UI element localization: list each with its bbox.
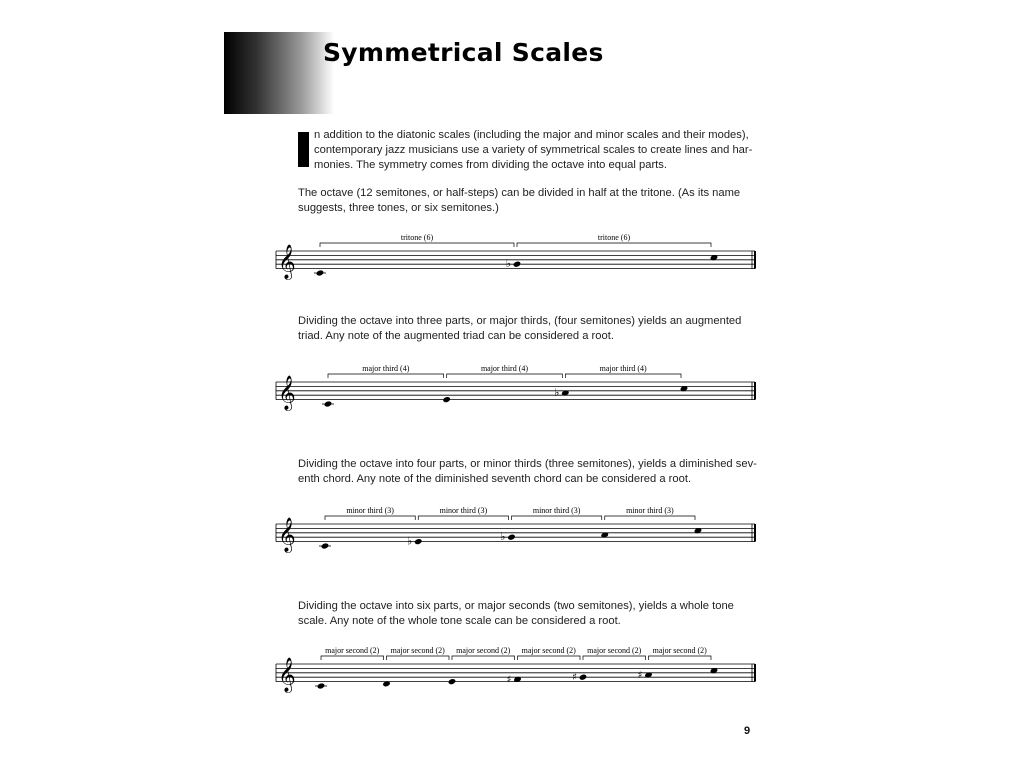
interval-bracket [512, 516, 602, 520]
interval-bracket [583, 656, 646, 660]
note-head [321, 542, 329, 549]
interval-label: minor third (3) [346, 506, 394, 515]
interval-bracket [452, 656, 515, 660]
note-head [316, 269, 324, 276]
interval-bracket [387, 656, 450, 660]
flat-icon: ♭ [500, 530, 506, 544]
paragraph-line: suggests, three tones, or six semitones.) [298, 202, 499, 214]
interval-label: major third (4) [599, 364, 647, 373]
interval-label: tritone (6) [597, 233, 631, 242]
interval-label: minor third (3) [626, 506, 674, 515]
interval-label: minor third (3) [439, 506, 488, 515]
paragraph-line: Dividing the octave into three parts, or major thirds, (four semitones) yields an augmented [298, 315, 742, 327]
interval-bracket [447, 374, 563, 378]
treble-clef-icon: 𝄞 [278, 517, 296, 553]
flat-icon: ♭ [407, 534, 413, 548]
treble-clef-icon: 𝄞 [278, 657, 296, 693]
sharp-icon: ♯ [572, 672, 577, 684]
paragraph-line: Dividing the octave into four parts, or minor thirds (three semitones), yields a diminished sev- [298, 458, 757, 470]
note-head [324, 400, 332, 407]
page-title: Symmetrical Scales [323, 38, 604, 67]
sharp-icon: ♯ [506, 674, 512, 686]
paragraph-line: contemporary jazz musicians use a variety of symmetrical scales to create lines and har- [314, 144, 753, 156]
paragraph-line: The octave (12 semitones, or half-steps) can be divided in half at the tritone. (As its name [298, 187, 741, 199]
note-head [579, 674, 587, 681]
interval-label: major second (2) [456, 646, 511, 655]
paragraph-line: enth chord. Any note of the diminished seventh chord can be considered a root. [298, 473, 692, 485]
flat-icon: ♭ [554, 386, 560, 399]
interval-bracket [517, 243, 711, 247]
interval-bracket [418, 516, 508, 520]
note-head [317, 682, 325, 689]
interval-label: major third (4) [480, 364, 529, 373]
interval-bracket [605, 516, 695, 520]
interval-label: major second (2) [325, 646, 380, 655]
note-head [442, 396, 450, 403]
interval-bracket [328, 374, 444, 378]
sharp-icon: ♯ [637, 670, 643, 681]
interval-bracket [321, 656, 384, 660]
interval-bracket [320, 243, 514, 247]
treble-clef-icon: 𝄞 [278, 244, 296, 280]
treble-clef-icon: 𝄞 [278, 375, 296, 411]
interval-label: major second (2) [390, 646, 445, 655]
page-number: 9 [744, 725, 751, 737]
paragraph-line: n addition to the diatonic scales (including the major and minor scales and their modes), [314, 129, 749, 141]
note-head [507, 534, 515, 541]
interval-label: major third (4) [362, 364, 410, 373]
interval-bracket [325, 516, 415, 520]
interval-bracket [518, 656, 581, 660]
paragraph-line: monies. The symmetry comes from dividing the octave into equal parts. [314, 159, 667, 171]
paragraph-line: triad. Any note of the augmented triad can be considered a root. [298, 330, 614, 342]
interval-bracket [565, 374, 681, 378]
note-head [448, 678, 456, 685]
interval-label: major second (2) [652, 646, 707, 655]
interval-label: tritone (6) [400, 233, 434, 242]
interval-label: minor third (3) [532, 506, 581, 515]
paragraph-line: scale. Any note of the whole tone scale can be considered a root. [298, 615, 621, 627]
interval-label: major second (2) [521, 646, 576, 655]
paragraph-line: Dividing the octave into six parts, or major seconds (two semitones), yields a whole tone [298, 600, 734, 612]
interval-bracket [649, 656, 712, 660]
interval-label: major second (2) [587, 646, 642, 655]
flat-icon: ♭ [505, 257, 511, 271]
note-head [513, 261, 521, 268]
note-head [414, 538, 422, 545]
